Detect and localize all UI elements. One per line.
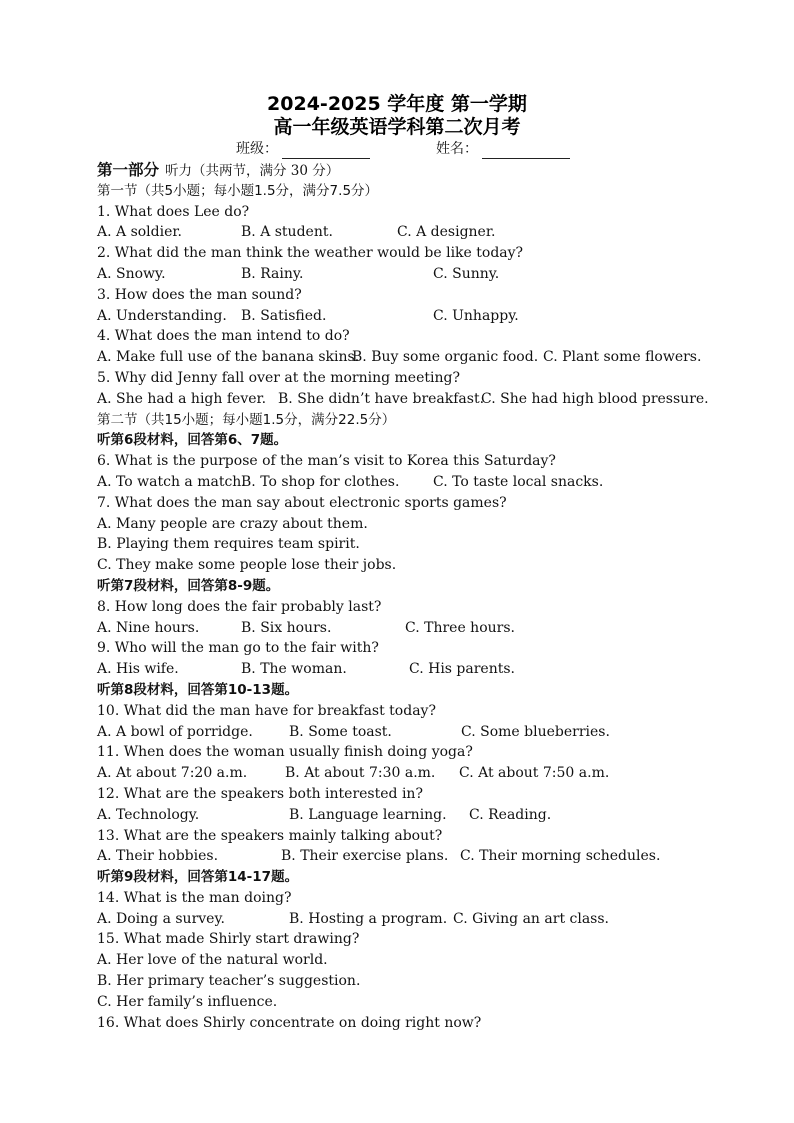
options-6 xyxy=(97,472,757,493)
option-c: C. A designer. xyxy=(397,224,496,241)
group-header-9: 听第9段材料，回答第14-17题。 xyxy=(97,869,299,886)
options-13 xyxy=(97,846,757,867)
option-a: A. A soldier. xyxy=(97,224,182,241)
class-field[interactable] xyxy=(236,139,370,159)
name-blank[interactable] xyxy=(482,144,570,159)
option-c: C. Reading. xyxy=(469,806,552,823)
group-header-6: 听第6段材料，回答第6、7题。 xyxy=(97,432,288,449)
question-16: 16. What does Shirly concentrate on doing right now? xyxy=(97,1014,482,1031)
option-b: B. Satisfied. xyxy=(241,307,327,324)
question-11: 11. When does the woman usually finish doing yoga? xyxy=(97,744,473,761)
options-9 xyxy=(97,659,757,680)
question-7: 7. What does the man say about electronic sports games? xyxy=(97,494,507,511)
option-b: B. A student. xyxy=(241,224,333,241)
options-8 xyxy=(97,618,757,639)
option-c: C. Three hours. xyxy=(405,619,515,636)
exam-content xyxy=(97,160,757,1033)
option-b: B. Buy some organic food. xyxy=(352,349,539,366)
options-5 xyxy=(97,389,757,410)
option-a: A. His wife. xyxy=(97,661,179,678)
part1-heading xyxy=(97,160,757,181)
option-c: C. Some blueberries. xyxy=(461,723,610,740)
question-10: 10. What did the man have for breakfast today? xyxy=(97,702,436,719)
options-14 xyxy=(97,909,757,930)
option-a: A. Technology. xyxy=(97,806,200,823)
option-a: A. Nine hours. xyxy=(97,619,200,636)
question-15: 15. What made Shirly start drawing? xyxy=(97,931,360,948)
question-6: 6. What is the purpose of the man’s visit to Korea this Saturday? xyxy=(97,453,556,470)
options-1 xyxy=(97,222,757,243)
option-b: B. To shop for clothes. xyxy=(241,473,400,490)
name-label: 姓名： xyxy=(436,141,478,157)
option-a: A. Snowy. xyxy=(97,265,166,282)
class-label: 班级： xyxy=(236,141,278,157)
option-c: C. Unhappy. xyxy=(433,307,519,324)
group-header-7: 听第7段材料，回答第8-9题。 xyxy=(97,577,280,594)
option-c: C. Plant some flowers. xyxy=(543,349,702,366)
question-4: 4. What does the man intend to do? xyxy=(97,328,350,345)
option-a: A. Their hobbies. xyxy=(97,848,219,865)
options-3 xyxy=(97,306,757,327)
question-9: 9. Who will the man go to the fair with? xyxy=(97,640,379,657)
option-c: C. Their morning schedules. xyxy=(460,848,661,865)
options-2 xyxy=(97,264,757,285)
option-a: A. A bowl of porridge. xyxy=(97,723,253,740)
option-15b: B. Her primary teacher’s suggestion. xyxy=(97,973,361,990)
option-b: B. Six hours. xyxy=(241,619,332,636)
question-2: 2. What did the man think the weather would be like today? xyxy=(97,245,524,262)
question-3: 3. How does the man sound? xyxy=(97,286,302,303)
name-field[interactable] xyxy=(436,139,570,159)
option-a: A. She had a high fever. xyxy=(97,390,267,407)
option-c: C. Giving an art class. xyxy=(453,910,610,927)
exam-title-subject: 高一年级英语学科第二次月考 xyxy=(273,116,521,138)
question-1: 1. What does Lee do? xyxy=(97,203,250,220)
question-5: 5. Why did Jenny fall over at the morning meeting? xyxy=(97,369,460,386)
class-blank[interactable] xyxy=(282,144,370,159)
option-a: A. To watch a match. xyxy=(97,473,246,490)
options-12 xyxy=(97,805,757,826)
options-11 xyxy=(97,763,757,784)
option-15c: C. Her family’s influence. xyxy=(97,993,278,1010)
option-b: B. Hosting a program. xyxy=(289,910,448,927)
student-info-row xyxy=(0,139,794,159)
option-b: B. Language learning. xyxy=(289,806,447,823)
option-b: B. Their exercise plans. xyxy=(281,848,449,865)
group-header-8: 听第8段材料，回答第10-13题。 xyxy=(97,681,299,698)
part1-title: 第一部分 xyxy=(97,161,160,179)
part1-subtitle: 听力（共两节，满分 30 分） xyxy=(165,163,340,179)
option-b: B. At about 7:30 a.m. xyxy=(285,765,436,782)
option-a: A. Make full use of the banana skins. xyxy=(97,349,360,366)
question-12: 12. What are the speakers both interested in? xyxy=(97,785,423,802)
option-c: C. At about 7:50 a.m. xyxy=(459,765,610,782)
option-15a: A. Her love of the natural world. xyxy=(97,952,328,969)
option-b: B. Rainy. xyxy=(241,265,304,282)
exam-title-year: 2024-2025 学年度 第一学期 xyxy=(267,93,527,115)
section2-title: 第二节（共15小题；每小题1.5分，满分22.5分） xyxy=(97,411,396,428)
option-c: C. She had high blood pressure. xyxy=(481,390,709,407)
section1-title: 第一节（共5小题；每小题1.5分，满分7.5分） xyxy=(97,182,379,199)
option-7a: A. Many people are crazy about them. xyxy=(97,515,368,532)
option-c: C. His parents. xyxy=(409,661,515,678)
question-14: 14. What is the man doing? xyxy=(97,889,292,906)
question-13: 13. What are the speakers mainly talking about? xyxy=(97,827,443,844)
options-10 xyxy=(97,722,757,743)
option-c: C. To taste local snacks. xyxy=(433,473,604,490)
option-a: A. At about 7:20 a.m. xyxy=(97,765,248,782)
options-4 xyxy=(97,347,757,368)
option-b: B. She didn’t have breakfast. xyxy=(278,390,485,407)
option-b: B. Some toast. xyxy=(289,723,392,740)
option-a: A. Doing a survey. xyxy=(97,910,225,927)
option-a: A. Understanding. xyxy=(97,307,227,324)
option-c: C. Sunny. xyxy=(433,265,500,282)
option-7c: C. They make some people lose their jobs. xyxy=(97,557,397,574)
option-b: B. The woman. xyxy=(241,661,347,678)
option-7b: B. Playing them requires team spirit. xyxy=(97,536,360,553)
question-8: 8. How long does the fair probably last? xyxy=(97,598,382,615)
